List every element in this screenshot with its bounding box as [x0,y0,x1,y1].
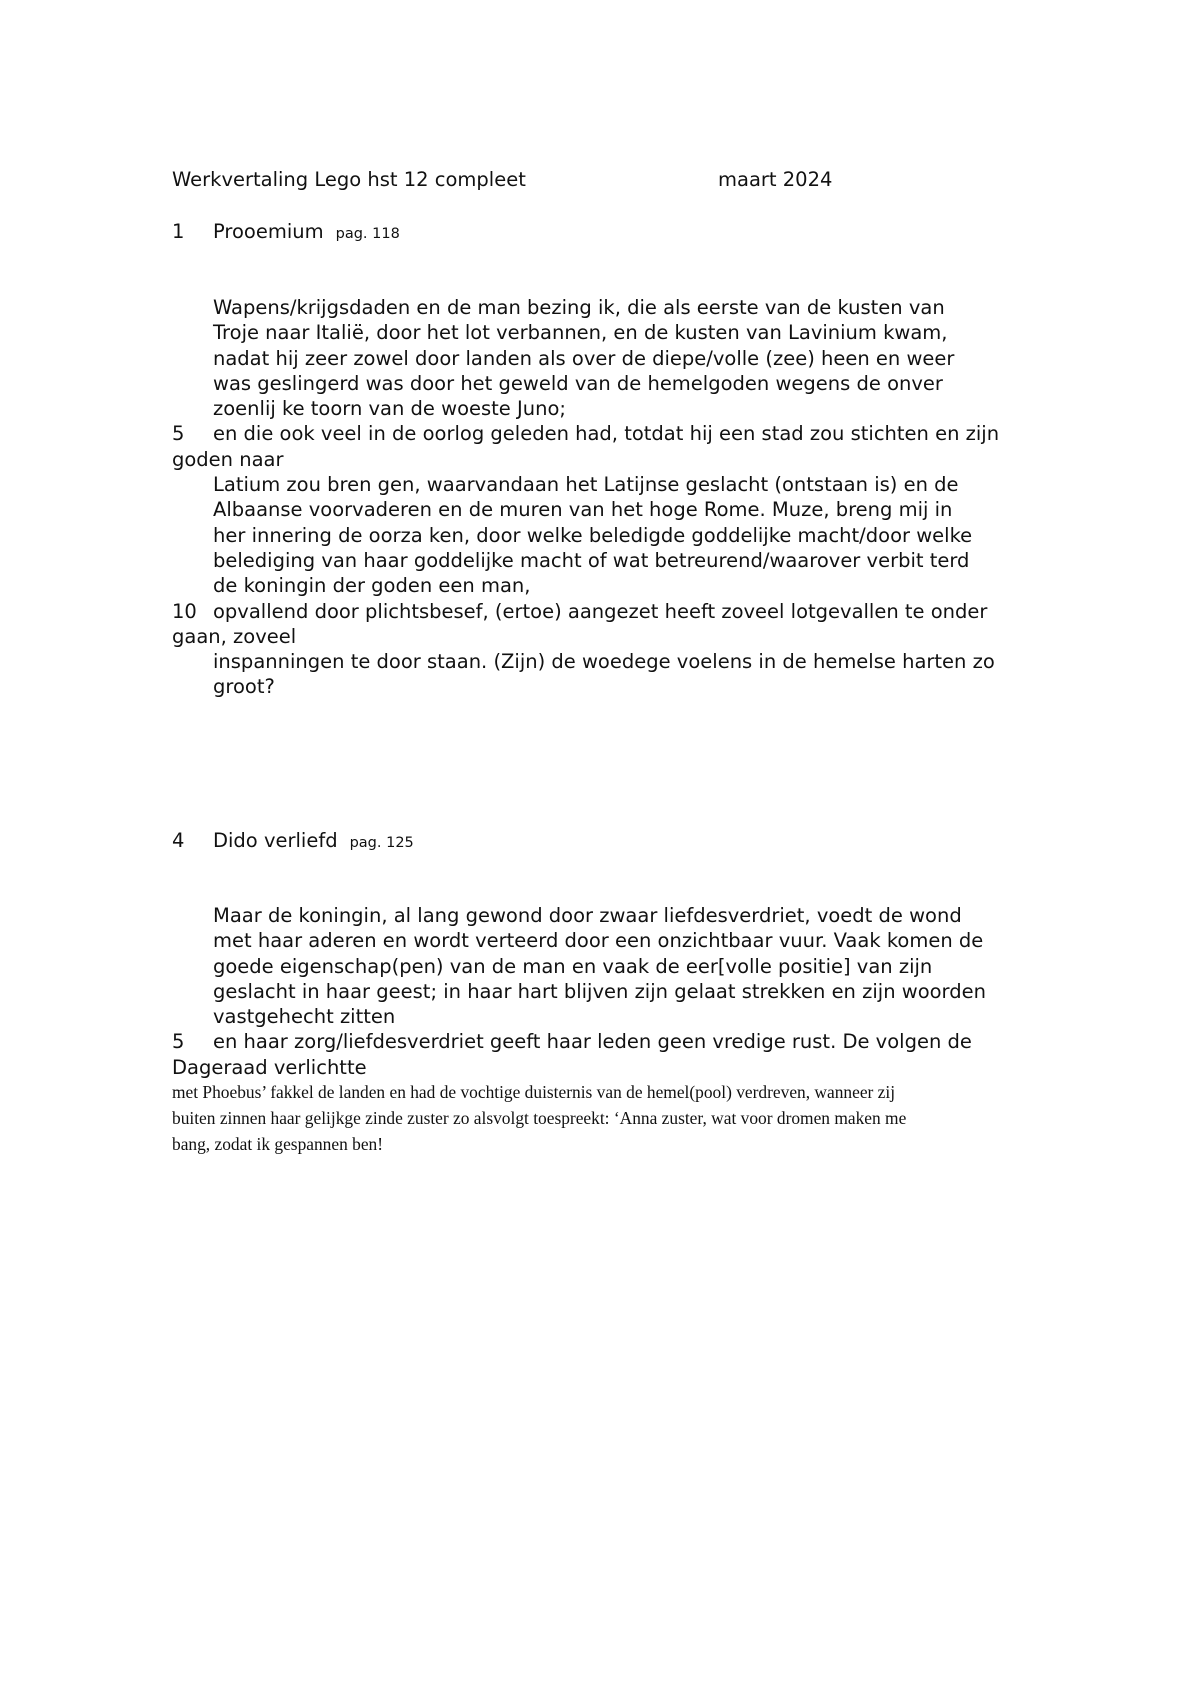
serif-line: buiten zinnen haar gelijkge zinde zuster zo alsvolgt toespreekt: ‘Anna zuster, wat voor dromen maken me [172,1107,907,1128]
section-page-ref: pag. 118 [335,226,400,242]
verse-line-wrap: goden naar [172,447,284,471]
verse-line: goede eigenschap(pen) van de man en vaak de eer[volle positie] van zijn [213,954,933,978]
section-heading-prooemium [172,220,400,243]
section-page-ref: pag. 125 [349,835,414,851]
verse-line: Wapens/krijgsdaden en de man bezing ik, die als eerste van de kusten van [213,296,945,319]
verse-line: belediging van haar goddelijke macht of wat betreurend/waarover verbit terd [213,548,970,572]
verse-line: inspanningen te door staan. (Zijn) de woedege voelens in de hemelse harten zo [213,650,995,674]
verse-line: geslacht in haar geest; in haar hart blijven zijn gelaat strekken en zijn woorden [213,979,986,1003]
verse-line-wrap: gaan, zoveel [172,624,297,648]
verse-line: Albaanse voorvaderen en de muren van het hoge Rome. Muze, breng mij in [213,498,953,522]
line-number: 5 [172,422,185,446]
passage-dido-verliefd [172,903,1042,1157]
verse-line: Troje naar Italië, door het lot verbannen, en de kusten van Lavinium kwam, [213,321,948,345]
section-heading-dido-verliefd [172,829,414,852]
passage-prooemium [172,295,1042,700]
verse-line-numbered [172,599,1042,624]
verse-line: vastgehecht zitten [213,1005,396,1029]
document-date: maart 2024 [718,168,833,191]
verse-line: was geslingerd was door het geweld van de hemelgoden wegens de onver [213,371,943,395]
verse-text: en haar zorg/liefdesverdriet geeft haar leden geen vredige rust. De volgen de [213,1030,972,1054]
verse-line: nadat hij zeer zowel door landen als over de diepe/volle (zee) heen en weer [213,346,955,370]
verse-line: groot? [213,675,275,699]
verse-line-numbered [172,1029,1042,1054]
verse-line: de koningin der goden een man, [213,574,531,598]
section-title: Dido verliefd [213,829,338,852]
verse-line: Latium zou bren gen, waarvandaan het Latijnse geslacht (ontstaan is) en de [213,473,959,497]
verse-line: her innering de oorza ken, door welke beledigde goddelijke macht/door welke [213,523,973,547]
verse-line-wrap: Dageraad verlichtte [172,1055,367,1079]
verse-text: opvallend door plichtsbesef, (ertoe) aangezet heeft zoveel lotgevallen te onder [213,599,988,623]
serif-line: bang, zodat ik gespannen ben! [172,1133,384,1154]
line-number: 10 [172,599,197,623]
verse-line-numbered [172,421,1042,446]
verse-line: zoenlij ke toorn van de woeste Juno; [213,397,566,421]
section-number: 1 [172,220,185,243]
verse-line: met haar aderen en wordt verteerd door een onzichtbaar vuur. Vaak komen de [213,929,984,953]
serif-paragraph [172,1080,1042,1157]
serif-line: met Phoebus’ fakkel de landen en had de vochtige duisternis van de hemel(pool) verdreven, wanneer zij [172,1082,896,1103]
section-number: 4 [172,829,185,852]
verse-line: Maar de koningin, al lang gewond door zwaar liefdesverdriet, voedt de wond [213,904,962,927]
verse-text: en die ook veel in de oorlog geleden had, totdat hij een stad zou stichten en zijn [213,422,1000,446]
section-title: Prooemium [213,220,324,243]
line-number: 5 [172,1030,185,1054]
document-title: Werkvertaling Lego hst 12 compleet [172,168,526,191]
